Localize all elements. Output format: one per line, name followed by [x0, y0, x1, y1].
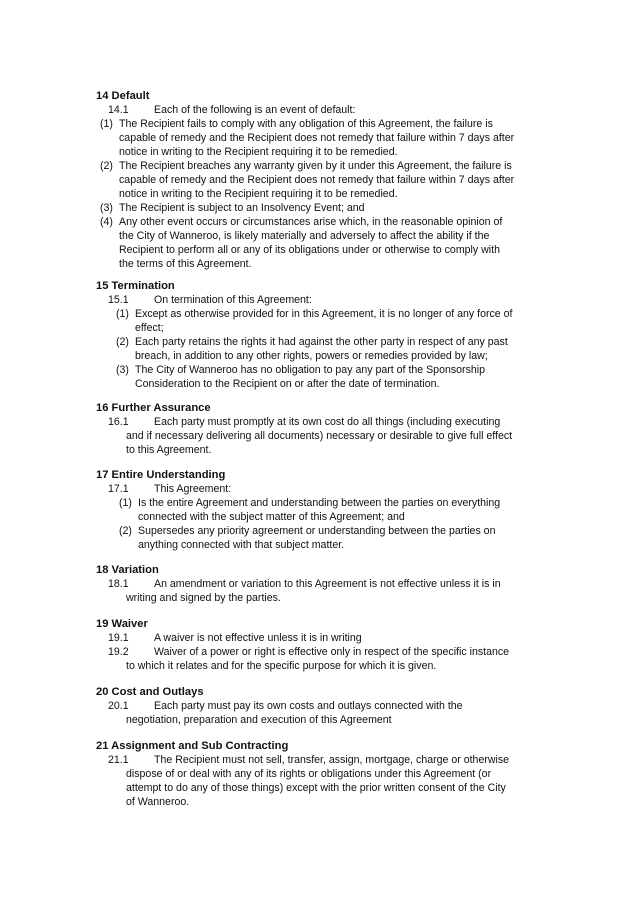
item-number: (1) [116, 308, 129, 320]
item-number: (2) [100, 160, 113, 172]
document-page: 14 Default 14.1 Each of the following is an event of default: (1) The Recipient fails to comply with any obligation of this Agreement, the failure is capable of remedy and the Recipient does not remedy that failure within 7 days after notice in writing to the Recipient requiring it to be remedied. (2) The Recipient breaches any warranty given by it under this Agreement, the failure is capable of remedy and the Recipient does not remedy that failure within 7 days after notice in writing to the Recipient requiring it to be remedied. (3) The Recipient is subject to an Insolvency Event; and (4) Any other event occurs or circumstances arise which, in the reasonable opinion of the City of Wanneroo, is likely materially and adversely to affect the ability if the Recipient to perform all or any of its obligations under or otherwise to comply with the terms of this Agreement. 15 Termination 15.1 On termination of this Agreement: (1) Except as otherwise provided for in this Agreement, it is no longer of any force of effect; (2) Each party retains the rights it had against the other party in respect of any past breach, in addition to any other rights, powers or remedies provided by law; (3) The City of Wanneroo has no obligation to pay any part of the Sponsorship Consideration to the Recipient on or after the date of termination. 16 Further Assurance 16.1 Each party must promptly at its own cost do all things (including executing and if necessary delivering all documents) necessary or desirable to give full effect to this Agreement. 17 Entire Understanding 17.1 This Agreement: (1) Is the entire Agreement and understanding between the parties on everything connected with the subject matter of this Agreement; and (2) Supersedes any priority agreement or understanding between the parties on anything connected with that subject matter. 18 Variation 18.1 An amendment or variation to this Agreement is not effective unless it is in writing and signed by the parties. 19 Waiver 19.1 A waiver is not effective unless it is in writing 19.2 Waiver of a power or right is effective only in respect of the specific instance to which it relates and for the specific purpose for which it is given. 20 Cost and Outlays 20.1 Each party must pay its own costs and outlays connected with the negotiation, preparation and execution of this Agreement 21 Assignment and Sub Contracting 21.1 The Recipient must not sell, transfer, assign, mortgage, charge or otherwise dispose of or deal with any of its rights or obligations under this Agreement (or attempt to do any of those things) except with the prior written consent of the City of Wanneroo. [96, 90, 515, 808]
clause-number: 18.1 [108, 578, 129, 590]
item-number: (1) [119, 497, 132, 509]
clause-text: A waiver is not effective unless it is in writing [154, 632, 362, 644]
section-heading: 16 Further Assurance [96, 402, 211, 414]
clause-text: Waiver of a power or right is effective only in respect of the specific instance [154, 646, 510, 658]
clause-number: 19.2 [108, 646, 129, 658]
clause-text: Each of the following is an event of default: [154, 104, 356, 116]
clause-number: 20.1 [108, 700, 129, 712]
item-text: Any other event occurs or circumstances arise which, in the reasonable opinion of [119, 216, 503, 228]
section-heading: 14 Default [96, 90, 150, 102]
clause-text: This Agreement: [154, 483, 232, 495]
clause-text: The Recipient must not sell, transfer, assign, mortgage, charge or otherwise [154, 754, 510, 766]
clause-number: 16.1 [108, 416, 129, 428]
item-text: The City of Wanneroo has no obligation to pay any part of the Sponsorship [135, 364, 486, 376]
item-text: The Recipient breaches any warranty given by it under this Agreement, the failure is [119, 160, 512, 172]
clause-number: 17.1 [108, 483, 129, 495]
clause-number: 15.1 [108, 294, 129, 306]
clause-text: On termination of this Agreement: [154, 294, 312, 306]
section-heading: 21 Assignment and Sub Contracting [96, 740, 289, 752]
clause-number: 19.1 [108, 632, 129, 644]
clause-number: 14.1 [108, 104, 129, 116]
item-number: (3) [116, 364, 129, 376]
item-text: Supersedes any priority agreement or understanding between the parties on [138, 525, 496, 537]
item-text: The Recipient fails to comply with any obligation of this Agreement, the failure is [119, 118, 493, 130]
item-text: The Recipient is subject to an Insolvency Event; and [119, 202, 365, 214]
item-text: Is the entire Agreement and understanding between the parties on everything [138, 497, 501, 509]
item-number: (2) [119, 525, 132, 537]
item-number: (4) [100, 216, 113, 228]
section-heading: 17 Entire Understanding [96, 469, 226, 481]
clause-number: 21.1 [108, 754, 129, 766]
clause-text: Each party must pay its own costs and outlays connected with the [154, 700, 463, 712]
item-number: (1) [100, 118, 113, 130]
item-text: Except as otherwise provided for in this Agreement, it is no longer of any force of [135, 308, 513, 320]
clause-text: Each party must promptly at its own cost do all things (including executing [154, 416, 501, 428]
section-heading: 15 Termination [96, 280, 175, 292]
clause-text: An amendment or variation to this Agreement is not effective unless it is in [154, 578, 501, 590]
section-heading: 18 Variation [96, 564, 159, 576]
section-heading: 19 Waiver [96, 618, 148, 630]
item-number: (3) [100, 202, 113, 214]
item-number: (2) [116, 336, 129, 348]
section-heading: 20 Cost and Outlays [96, 686, 204, 698]
item-text: Each party retains the rights it had against the other party in respect of any past [135, 336, 508, 348]
